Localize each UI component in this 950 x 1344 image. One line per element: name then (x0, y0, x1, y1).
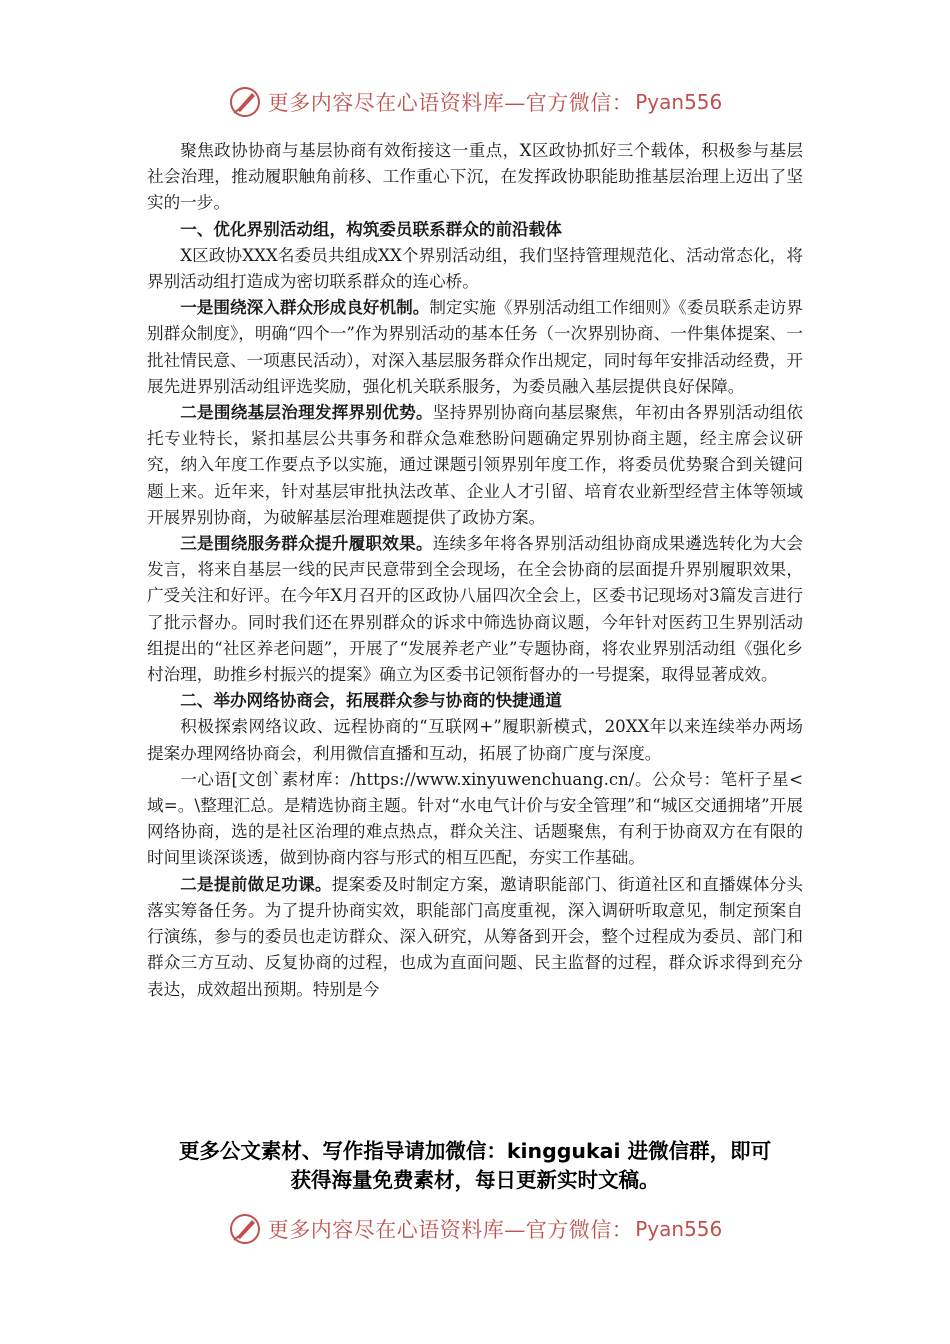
banner-text: 更多内容尽在心语资料库—官方微信： (267, 1218, 634, 1242)
quill-pen-icon (228, 1212, 262, 1246)
paragraph-text: 二、举办网络协商会，拓展群众参与协商的快捷通道 (180, 691, 562, 711)
paragraph (147, 243, 803, 295)
banner-wechat-id: Pyan556 (635, 1217, 723, 1241)
paragraph-text: 一、优化界别活动组，构筑委员联系群众的前沿载体 (180, 219, 562, 239)
footer-banner (0, 1207, 950, 1251)
paragraph (147, 138, 803, 217)
paragraph (147, 767, 803, 872)
banner-wechat-id: Pyan556 (635, 90, 723, 114)
paragraph-text: 一心语[文创`素材库：/https://www.xinyuwenchuang.cn/。公众号：笔杆子星<域=。\整理汇总。是精选协商主题。针对“水电气计价与安全管理”和“城区交通拥堵”开展网络协商，选的是社区治理的难点热点，群众关注、话题聚焦，有利于协商双方在有限的时间里谈深谈透，做到协商内容与形式的相互匹配，夯实工作基础。 (147, 769, 803, 868)
paragraph (147, 400, 803, 531)
promo-line-1: 更多公文素材、写作指导请加微信：kinggukai 进微信群，即可 (178, 1139, 772, 1163)
paragraph-lead: 二是提前做足功课。 (180, 874, 332, 894)
paragraph (147, 714, 803, 766)
paragraph-text: 积极探索网络议政、远程协商的“互联网+”履职新模式，20XX年以来连续举办两场提案办理网络协商会，利用微信直播和互动，拓展了协商广度与深度。 (147, 717, 803, 763)
article-body (147, 138, 803, 1003)
paragraph-lead: 二是围绕基层治理发挥界别优势。 (180, 403, 433, 423)
section-heading (147, 217, 803, 243)
promo-notice (120, 1137, 830, 1195)
promo-line-2: 获得海量免费素材，每日更新实时文稿。 (290, 1168, 660, 1192)
paragraph (147, 295, 803, 400)
paragraph-text: 坚持界别协商向基层聚焦，年初由各界别活动组依托专业特长，紧扣基层公共事务和群众急难愁盼问题确定界别协商主题，经主席会议研究，纳入年度工作要点予以实施，通过课题引领界别年度工作，将委员优势聚合到关键问题上来。近年来，针对基层审批执法改革、企业人才引留、培育农业新型经营主体等领域开展界别协商，为破解基层治理难题提供了政协方案。 (147, 403, 804, 527)
paragraph (147, 531, 803, 688)
paragraph (147, 872, 803, 1003)
paragraph-text: 提案委及时制定方案，邀请职能部门、街道社区和直播媒体分头落实筹备任务。为了提升协商实效，职能部门高度重视，深入调研听取意见，制定预案自行演练，参与的委员也走访群众、深入研究，从筹备到开会，整个过程成为委员、部门和群众三方互动、反复协商的过程，也成为直面问题、民主监督的过程，群众诉求得到充分表达，成效超出预期。特别是今 (147, 874, 804, 999)
section-heading (147, 688, 803, 714)
paragraph-text: 制定实施《界别活动组工作细则》《委员联系走访界别群众制度》，明确“四个一”作为界别活动的基本任务（一次界别协商、一件集体提案、一批社情民意、一项惠民活动），对深入基层服务群众作出规定，同时每年安排活动经费，开展先进界别活动组评选奖励，强化机关联系服务，为委员融入基层提供良好保障。 (147, 298, 804, 396)
paragraph-text: X区政协XXX名委员共组成XX个界别活动组，我们坚持管理规范化、活动常态化，将界别活动组打造成为密切联系群众的连心桥。 (147, 245, 803, 292)
banner-text: 更多内容尽在心语资料库—官方微信： (267, 91, 634, 115)
paragraph-text: 连续多年将各界别活动组协商成果遴选转化为大会发言，将来自基层一线的民声民意带到全会现场，在全会协商的层面提升界别履职效果，广受关注和好评。在今年X月召开的区政协八届四次全会上，区委书记现场对3篇发言进行了批示督办。同时我们还在界别群众的诉求中筛选协商议题，今年针对医药卫生界别活动组提出的“社区养老问题”，开展了“发展养老产业”专题协商，将农业界别活动组《强化乡村治理，助推乡村振兴的提案》确立为区委书记领衔督办的一号提案，取得显著成效。 (147, 534, 804, 685)
paragraph-lead: 三是围绕服务群众提升履职效果。 (180, 534, 433, 554)
paragraph-lead: 一是围绕深入群众形成良好机制。 (180, 298, 430, 318)
header-banner (0, 80, 950, 124)
quill-pen-icon (228, 85, 262, 119)
paragraph-text: 聚焦政协协商与基层协商有效衔接这一重点，X区政协抓好三个载体，积极参与基层社会治理，推动履职触角前移、工作重心下沉，在发挥政协职能助推基层治理上迈出了坚实的一步。 (147, 141, 803, 213)
